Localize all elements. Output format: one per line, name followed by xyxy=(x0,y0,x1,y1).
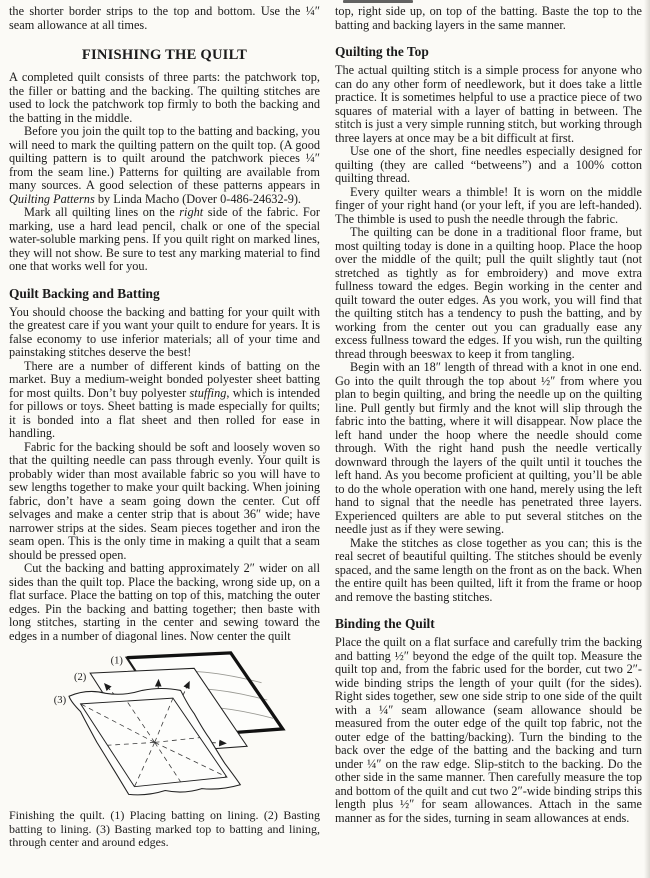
paragraph-backing-fabric: Fabric for the backing should be soft and loosely woven so that the quilting needle can pass through evenly. Your quilt is probably wider than most available fabric so you will have to sew lengths together to make your quilt backing. When joining fabric, don’t have a seam going down the center. Cut off selvages and make a center strip that is about 36″ wide; have narrower strips at the sides. Seam pieces together and iron the seam open. This is the only time in making a quilt that a seam should be pressed open. xyxy=(9,439,320,562)
chapter-heading-finishing-the-quilt: FINISHING THE QUILT xyxy=(81,47,248,63)
left-column xyxy=(9,5,320,862)
quilt-layers-illustration xyxy=(29,650,315,804)
subheading-binding-the-quilt: Binding the Quilt xyxy=(335,616,435,631)
paragraph-continuation-right: top, right side up, on top of the batting. Baste the top to the batting and backing layers in the same manner. xyxy=(335,4,642,32)
paragraph-mark-quilting-lines: Mark all quilting lines on the right side of the fabric. For marking, use a hard lead pencil, chalk or one of the special water-soluble marking pens. If you quilt right on marked lines, they will not show. Be sure to test any marking material to find one that works well for you. xyxy=(9,205,320,273)
paragraph-binding: Place the quilt on a flat surface and carefully trim the backing and batting ½″ beyond the edge of the quilt top. Measure the quilt top and, from the fabric used for the border, cut two 2″-wide binding strips the length of your quilt (for the sides). Right sides together, sew one side strip to one side of the quilt with a ¼″ seam allowance (seam allowance should be measured from the outer edge of the quilt top fabric, not the outer edge of the batting/backing). Turn the binding to the back over the edge of the batting and the backing and turn under ¼″ on the raw edge. Slip-stitch to the backing. Do the other side in the same manner. Then carefully measure the top and bottom of the quilt and cut two 2″-wide binding strips this length plus ½″ for seam allowances. Attach in the same manner as for the sides, turning in seam allowances at ends. xyxy=(335,635,642,825)
paragraph-continuation: the shorter border strips to the top and bottom. Use the ¼″ seam allowance at all times. xyxy=(9,4,320,32)
paragraph-begin-thread: Begin with an 18″ length of thread with a knot in one end. Go into the quilt through the top about ½″ from where you plan to begin quilting, and bring the needle up on the quilting line. Pull gently but firmly and the knot will slip through the fabric into the batting, where it will disappear. Now place the left hand under the hoop where the needle should come through. With the right hand push the needle vertically downward through the layers of the quilt until it touches the left hand. As you become proficient at quilting, you’ll be able to do the whole operation with one hand, merely using the left hand to signal that the needle has penetrated three layers. Experienced quilters are able to put several stitches on the needle just as if they were sewing. xyxy=(335,360,642,536)
subheading-quilting-the-top: Quilting the Top xyxy=(335,44,429,59)
figure-label-3: (3) xyxy=(53,694,67,706)
paragraph-actual-quilting-stitch: The actual quilting stitch is a simple process for anyone who can do any other form of needlework, but it does take a little practice. It is sometimes helpful to use a practice piece of two squares of material with a layer of batting in between. The stitch is just a very simple running stitch, but working through three layers at once may be a bit difficult at first. xyxy=(335,63,642,145)
paragraph-kinds-of-batting: There are a number of different kinds of batting on the market. Buy a medium-weight bonded polyester sheet batting for most quilts. Don’t buy polyester stuffing, which is intended for pillows or toys. Sheet batting is made especially for quilts; it is bonded into a flat sheet and then rolled for ease in handling. xyxy=(9,358,320,440)
scan-edge-shadow xyxy=(644,0,650,878)
right-column xyxy=(335,5,642,862)
scan-artifact-top xyxy=(343,0,413,3)
figure-caption: Finishing the quilt. (1) Placing batting on lining. (2) Basting batting to lining. (3) Basting marked top to batting and lining, through center and around edges. xyxy=(9,808,320,850)
paragraph-before-you-join: Before you join the quilt top to the batting and backing, you will need to mark the quilting pattern on the quilt top. (A good quilting pattern is to quilt around the patchwork pieces ¼″ from the seam line.) Patterns for quilting are available from many sources. A good selection of these patterns appears in Quilting Patterns by Linda Macho (Dover 0-486-24632-9). xyxy=(9,124,320,206)
paragraph-hoop: The quilting can be done in a traditional floor frame, but most quilting today is done in a quilting hoop. Place the hoop over the middle of the quilt; pull the quilt slightly taut (not stretched as tightly as for embroidery) and move extra fullness toward the edges. Begin working in the center and quilt toward the outer edges. As you work, you will find that the quilting stitch has a tendency to push the batting, and by working from the center out you can gradually ease any excess fullness toward the edges. If you wish, run the quilting thread through beeswax to keep it from tangling. xyxy=(335,225,642,361)
figure-label-2: (2) xyxy=(73,671,87,683)
paragraph-completed-quilt: A completed quilt consists of three parts: the patchwork top, the filler or batting and the backing. The quilting stitches are used to lock the patchwork top firmly to both the backing and the batting in the middle. xyxy=(9,70,320,125)
paragraph-choose-backing: You should choose the backing and batting for your quilt with the greatest care if you want your quilt to endure for years. It is false economy to use inferior materials; all of your time and painstaking stitches deserve the best! xyxy=(9,304,320,359)
subheading-quilt-backing-and-batting: Quilt Backing and Batting xyxy=(9,285,160,301)
paragraph-thimble: Every quilter wears a thimble! It is worn on the middle finger of your right hand (or your left, if you are left-handed). The thimble is used to push the needle through the fabric. xyxy=(335,184,642,226)
paragraph-needles: Use one of the short, fine needles especially designed for quilting (they are called “betweens”) and a 100% cotton quilting thread. xyxy=(335,144,642,185)
figure-label-1: (1) xyxy=(110,655,123,667)
paragraph-stitches-close: Make the stitches as close together as you can; this is the real secret of beautiful quilting. The stitches should be evenly spaced, and the same length on the front as on the back. When the entire quilt has been quilted, lift it from the frame or hoop and remove the basting stitches. xyxy=(335,535,642,604)
quilt-figure xyxy=(9,650,320,850)
paragraph-cut-backing-batting: Cut the backing and batting approximately 2″ wider on all sides than the quilt top. Place the backing, wrong side up, on a flat surface. Place the batting on top of this, matching the outer edges. Pin the backing and batting together; then baste with long stitches, starting in the center and sewing toward the edges in a number of diagonal lines. Now center the quilt xyxy=(9,561,320,643)
